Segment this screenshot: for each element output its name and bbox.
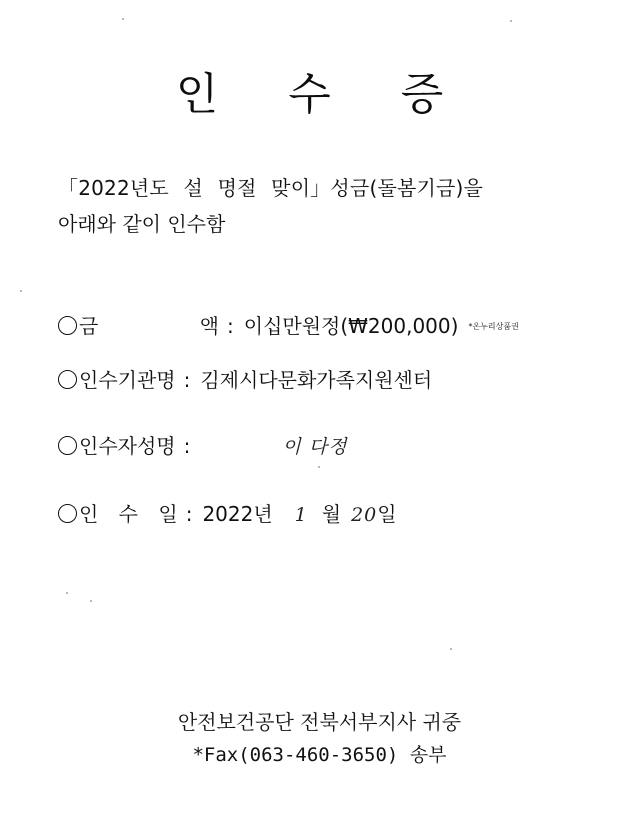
scan-speck bbox=[122, 18, 124, 20]
amount-label bbox=[79, 310, 219, 339]
date-month-unit: 월 bbox=[321, 502, 342, 526]
title-char: 수 bbox=[288, 69, 331, 120]
recipient-organization: 안전보건공단 전북서부지사 귀중 bbox=[177, 710, 462, 734]
colon: : bbox=[227, 314, 234, 338]
scan-speck bbox=[66, 592, 68, 594]
receiver-label: 인수자성명 bbox=[79, 434, 176, 458]
receiver-name-handwritten: 이 다정 bbox=[282, 436, 348, 458]
amount-value: 이십만원정(₩200,000) bbox=[243, 314, 459, 338]
date-day-unit: 일 bbox=[377, 502, 397, 526]
agency-field bbox=[58, 364, 432, 393]
agency-label: 인수기관명 bbox=[79, 368, 176, 392]
circle-bullet-icon bbox=[58, 504, 77, 523]
circle-bullet-icon bbox=[58, 436, 77, 455]
date-label: 인 수 일 bbox=[79, 502, 178, 526]
scan-speck bbox=[20, 290, 22, 292]
receiver-name-field bbox=[58, 430, 347, 459]
agency-value: 김제시다문화가족지원센터 bbox=[200, 368, 433, 392]
colon: : bbox=[183, 434, 191, 458]
date-year: 2022년 bbox=[202, 502, 273, 526]
colon: : bbox=[185, 502, 193, 526]
title-char: 인 bbox=[175, 69, 219, 120]
intro-line-2: 아래와 같이 인수함 bbox=[58, 212, 226, 236]
colon: : bbox=[183, 368, 191, 392]
scan-speck bbox=[450, 648, 452, 650]
date-month-handwritten: 1 bbox=[294, 504, 308, 526]
amount-note: *온누리상품권 bbox=[468, 322, 519, 331]
scan-speck bbox=[318, 466, 320, 468]
amount-field bbox=[58, 310, 519, 339]
circle-bullet-icon bbox=[58, 370, 77, 389]
document-title bbox=[0, 58, 619, 122]
title-char: 증 bbox=[400, 69, 444, 120]
fax-note: *Fax(063-460-3650) 송부 bbox=[192, 744, 447, 766]
scan-speck bbox=[510, 20, 512, 22]
intro-paragraph bbox=[58, 170, 578, 242]
amount-label-part: 액 bbox=[199, 314, 219, 338]
amount-label-part: 금 bbox=[79, 314, 99, 338]
date-day-handwritten: 20 bbox=[351, 504, 378, 526]
receipt-date-field bbox=[58, 498, 397, 527]
intro-line-1: 「2022년도 설 명절 맞이」성금(돌봄기금)을 bbox=[58, 176, 484, 200]
scan-speck bbox=[90, 600, 92, 602]
circle-bullet-icon bbox=[58, 316, 77, 335]
